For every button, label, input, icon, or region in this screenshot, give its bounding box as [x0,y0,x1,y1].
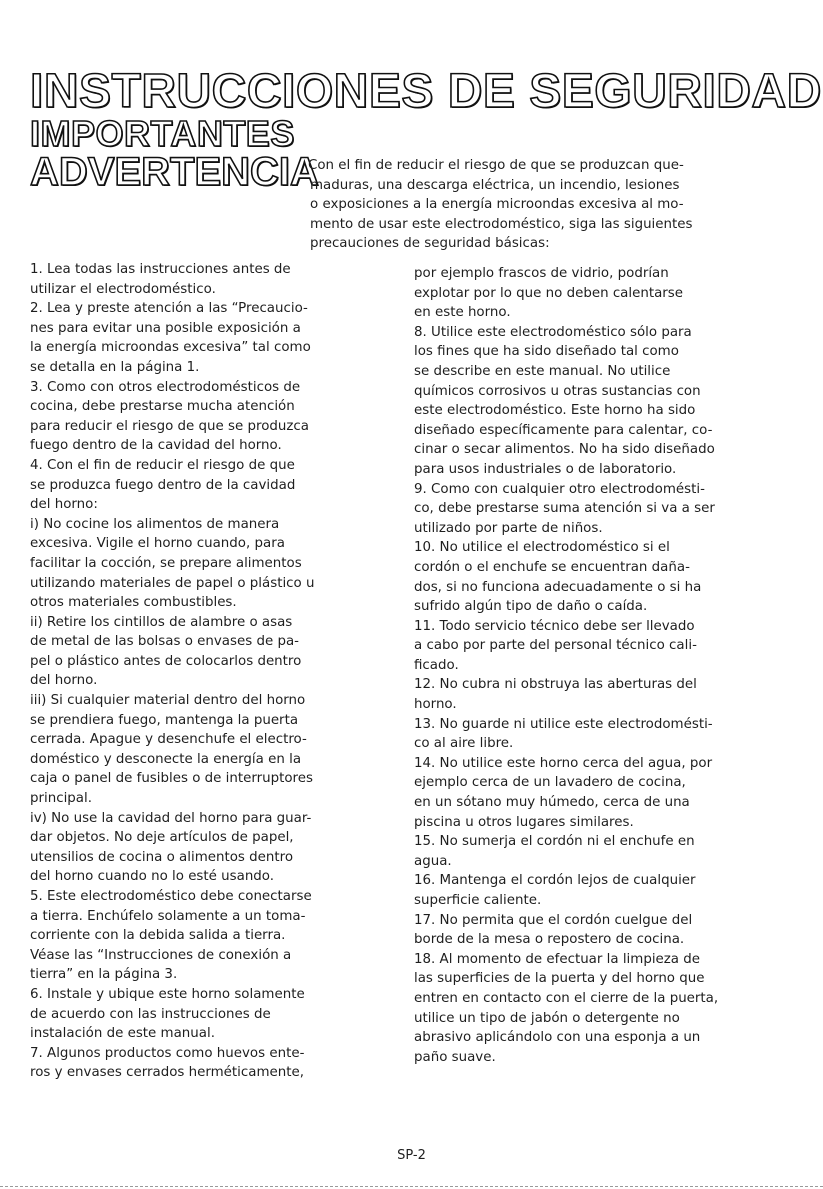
instruction-line: cocina, debe prestarse mucha atención [30,399,295,415]
instruction-line: ros y envases cerrados herméticamente, [30,1065,304,1081]
instruction-line: ejemplo cerca de un lavadero de cocina, [414,775,686,791]
instruction-line: los fines que ha sido diseñado tal como [414,344,679,360]
instruction-line: utilizando materiales de papel o plástico u [30,575,315,591]
left-column-instructions [30,260,410,1083]
instruction-line: de metal de las bolsas o envases de pa- [30,634,299,650]
instruction-line: se produzca fuego dentro de la cavidad [30,477,296,493]
instruction-line: 14. No utilice este horno cerca del agua, por [414,755,713,771]
instruction-line: Véase las “Instrucciones de conexión a [30,947,292,963]
warning-intro-paragraph [310,156,810,254]
instruction-line: piscina u otros lugares similares. [414,814,634,830]
intro-line: o exposiciones a la energía microondas excesiva al mo- [310,197,684,212]
instruction-line: co, debe prestarse suma atención si va a ser [414,501,715,517]
instruction-line: químicos corrosivos u otras sustancias con [414,383,701,399]
intro-line: Con el fin de reducir el riesgo de que se produzcan que- [308,158,684,173]
instruction-line: ii) Retire los cintillos de alambre o asas [30,614,293,630]
instruction-line: por ejemplo frascos de vidrio, podrían [414,266,669,281]
instruction-line: 2. Lea y preste atención a las “Precaucio- [30,301,308,317]
instruction-line: utilizado por parte de niños. [414,520,603,536]
instruction-line: 13. No guarde ni utilice este electrodomésti- [414,716,713,732]
instruction-line: 10. No utilice el electrodoméstico si el [414,540,670,556]
instruction-line: 11. Todo servicio técnico debe ser llevado [414,618,695,634]
instruction-line: 9. Como con cualquier otro electrodomésti- [414,481,705,497]
instruction-line: paño suave. [414,1049,496,1065]
instruction-line: 1. Lea todas las instrucciones antes de [30,262,291,277]
instruction-line: principal. [30,791,92,807]
instruction-line: co al aire libre. [414,736,514,752]
instruction-line: para reducir el riesgo de que se produzca [30,418,309,434]
instruction-line: agua. [414,853,452,869]
instruction-line: 4. Con el fin de reducir el riesgo de que [30,457,295,473]
instruction-line: utilizar el electrodoméstico. [30,281,216,297]
instruction-line: sufrido algún tipo de daño o caída. [414,599,648,615]
instruction-line: cerrada. Apague y desenchufe el electro- [30,732,307,748]
instruction-line: abrasivo aplicándolo con una esponja a un [414,1030,701,1046]
instruction-line: para usos industriales o de laboratorio. [414,461,677,477]
instruction-line: iii) Si cualquier material dentro del horno [30,693,306,709]
instruction-line: fuego dentro de la cavidad del horno. [30,438,282,454]
instruction-line: a cabo por parte del personal técnico cali- [414,638,697,654]
instruction-line: pel o plástico antes de colocarlos dentro [30,653,302,669]
instruction-line: superficie caliente. [414,893,542,908]
instruction-line: utilice un tipo de jabón o detergente no [414,1010,680,1026]
instruction-line: la energía microondas excesiva” tal como [30,340,311,356]
instruction-line: dos, si no funciona adecuadamente o si ha [414,579,702,595]
instruction-line: otros materiales combustibles. [30,595,237,611]
intro-line: mento de usar este electrodoméstico, siga las siguientes [310,216,693,232]
instruction-line: 7. Algunos productos como huevos ente- [30,1045,305,1061]
instruction-line: en un sótano muy húmedo, cerca de una [414,795,690,811]
instruction-line: doméstico y desconecte la energía en la [30,751,302,767]
warning-heading: ADVERTENCIA [30,150,319,194]
instruction-line: iv) No use la cavidad del horno para guar- [30,810,312,826]
instruction-line: a tierra. Enchúfelo solamente a un toma- [30,908,306,924]
instruction-line: i) No cocine los alimentos de manera [30,516,280,532]
instruction-line: se describe en este manual. No utilice [414,363,671,379]
instruction-line: 12. No cubra ni obstruya las aberturas del [414,677,697,693]
instruction-line: 15. No sumerja el cordón ni el enchufe en [414,834,695,850]
instruction-line: 16. Mantenga el cordón lejos de cualquier [414,873,696,889]
instruction-line: las superficies de la puerta y del horno que [414,971,705,987]
instruction-line: facilitar la cocción, se prepare alimentos [30,555,302,571]
instruction-line: utensilios de cocina o alimentos dentro [30,849,294,865]
instruction-line: se prendiera fuego, mantenga la puerta [30,712,299,728]
instruction-line: 6. Instale y ubique este horno solamente [30,986,305,1002]
instruction-line: del horno. [30,673,98,689]
instruction-line: en este horno. [414,305,511,321]
instruction-line: se detalla en la página 1. [30,359,200,375]
page-title-line2: IMPORTANTES [30,113,295,154]
instruction-line: dar objetos. No deje artículos de papel, [30,830,294,846]
right-column-instructions [414,264,809,1067]
instruction-line: de acuerdo con las instrucciones de [30,1006,271,1022]
instruction-line: tierra” en la página 3. [30,967,178,983]
page-title-line1: INSTRUCCIONES DE SEGURIDAD [30,65,822,118]
intro-line: precauciones de seguridad básicas: [310,236,550,251]
instruction-line: excesiva. Vigile el horno cuando, para [30,536,285,552]
instruction-line: cordón o el enchufe se encuentran daña- [414,559,690,575]
instruction-line: 5. Este electrodoméstico debe conectarse [30,889,312,904]
instruction-line: del horno: [30,497,98,513]
instruction-line: 8. Utilice este electrodoméstico sólo para [414,324,692,340]
instruction-line: 17. No permita que el cordón cuelgue del [414,912,693,928]
page-bottom-divider [0,1186,823,1187]
instruction-line: corriente con la debida salida a tierra. [30,928,286,944]
instruction-line: diseñado específicamente para calentar, co- [414,422,713,438]
instruction-line: entren en contacto con el cierre de la puerta, [414,990,719,1006]
instruction-line: 18. Al momento de efectuar la limpieza de [414,951,701,967]
page-number: SP-2 [397,1148,426,1163]
instruction-line: instalación de este manual. [30,1026,215,1042]
instruction-line: borde de la mesa o repostero de cocina. [414,932,685,948]
instruction-line: del horno cuando no lo esté usando. [30,869,275,885]
instruction-line: nes para evitar una posible exposición a [30,320,301,336]
instruction-line: 3. Como con otros electrodomésticos de [30,379,301,395]
instruction-line: ficado. [414,657,459,673]
instruction-line: este electrodoméstico. Este horno ha sido [414,403,696,419]
intro-line: maduras, una descarga eléctrica, un incendio, lesiones [310,177,680,193]
instruction-line: cinar o secar alimentos. No ha sido diseñado [414,442,715,458]
instruction-line: caja o panel de fusibles o de interruptores [30,771,313,787]
instruction-line: horno. [414,697,457,713]
instruction-line: explotar por lo que no deben calentarse [414,285,684,301]
